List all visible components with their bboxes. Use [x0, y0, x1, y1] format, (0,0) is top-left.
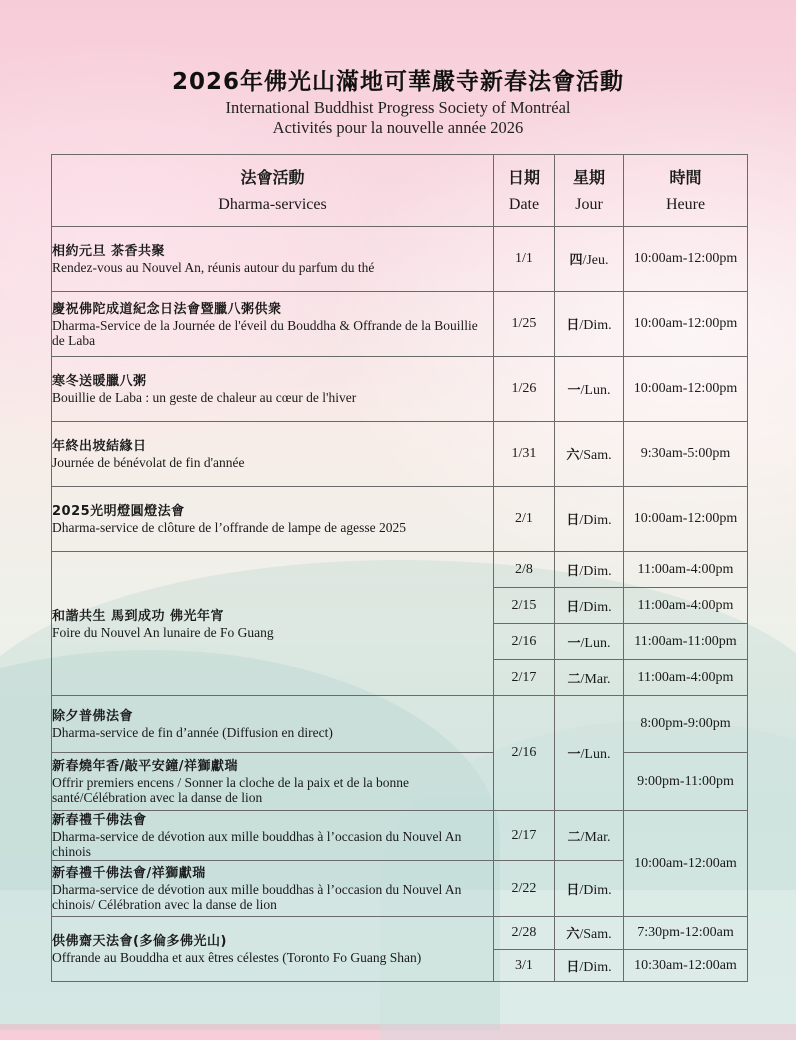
- day-fr: /Sam.: [579, 448, 612, 463]
- date-cell: 2/1: [494, 487, 555, 552]
- activity-cell: [52, 552, 494, 696]
- header-time-fr: Heure: [665, 195, 706, 213]
- date-cell: 2/8: [494, 552, 555, 588]
- day-fr: /Dim.: [579, 563, 612, 579]
- activity-name-fr: Bouillie de Laba : un geste de chaleur au cœur de l'hiver: [52, 390, 357, 405]
- day-cell: [555, 422, 624, 487]
- activity-name-zh: 相約元旦 茶香共聚: [52, 244, 166, 259]
- activity-name-fr: Offrande au Bouddha et aux êtres célestes (Toronto Fo Guang Shan): [52, 950, 422, 965]
- activity-cell: [52, 357, 494, 422]
- activity-cell: [52, 696, 494, 753]
- day-cell: [555, 950, 624, 982]
- header-activity-zh: 法會活動: [240, 167, 305, 187]
- activity-cell: [52, 487, 494, 552]
- date-cell: 1/26: [494, 357, 555, 422]
- day-zh: 一: [567, 635, 581, 651]
- activity-cell: [52, 811, 494, 861]
- time-cell: 10:00am-12:00pm: [624, 487, 748, 552]
- day-fr: /Dim.: [579, 599, 612, 615]
- header-date: [494, 155, 555, 227]
- time-cell: 10:30am-12:00am: [624, 950, 748, 982]
- day-zh: 一: [567, 383, 581, 398]
- day-cell: [555, 660, 624, 696]
- time-cell: 10:00am-12:00pm: [624, 227, 748, 292]
- day-fr: /Lun.: [580, 635, 611, 651]
- date-cell: 2/16: [494, 624, 555, 660]
- day-zh: 日: [566, 882, 580, 898]
- time-cell: 7:30pm-12:00am: [624, 917, 748, 950]
- activity-cell: [52, 292, 494, 357]
- header-activity-fr: Dharma-services: [218, 195, 327, 213]
- header-time-zh: 時間: [669, 167, 702, 187]
- day-zh: 二: [567, 671, 581, 687]
- activity-name-zh: 慶祝佛陀成道紀念日法會暨臘八粥供衆: [52, 301, 282, 317]
- activity-name-zh: 年終出坡結緣日: [52, 439, 147, 454]
- day-zh: 一: [567, 747, 581, 762]
- activity-name-zh: 除夕普佛法會: [52, 709, 134, 724]
- activity-name-fr: Rendez-vous au Nouvel An, réunis autour du parfum du thé: [52, 260, 375, 275]
- activity-name-fr: Dharma-service de dévotion aux mille bouddhas à l’occasion du Nouvel An chinois/ Célébration avec la danse de lion: [52, 882, 462, 912]
- date-cell: 1/1: [494, 227, 555, 292]
- day-fr: /Lun.: [580, 383, 611, 398]
- day-cell: [555, 357, 624, 422]
- activity-name-zh: 2025光明燈圓燈法會: [52, 504, 185, 519]
- activity-name-fr: Journée de bénévolat de fin d'année: [52, 455, 245, 470]
- table-row: [52, 227, 748, 292]
- page-header: [0, 66, 796, 138]
- day-zh: 六: [566, 927, 580, 942]
- date-cell: 2/17: [494, 660, 555, 696]
- table-row: [52, 357, 748, 422]
- day-cell: [555, 624, 624, 660]
- activity-name-fr: Dharma-service de dévotion aux mille bouddhas à l’occasion du Nouvel An chinois: [52, 829, 462, 859]
- day-fr: /Mar.: [580, 671, 611, 687]
- time-cell: 11:00am-4:00pm: [624, 660, 748, 696]
- day-cell: [555, 588, 624, 624]
- day-cell: [555, 487, 624, 552]
- table-header-row: [52, 155, 748, 227]
- day-fr: /Dim.: [579, 959, 612, 975]
- header-activity: [52, 155, 494, 227]
- day-zh: 日: [566, 513, 580, 528]
- activity-name-fr: Dharma-service de clôture de l’offrande de lampe de agesse 2025: [52, 520, 406, 535]
- time-cell: 11:00am-11:00pm: [624, 624, 748, 660]
- table-row: [52, 487, 748, 552]
- activity-name-fr: Dharma-service de fin d’année (Diffusion en direct): [52, 725, 333, 740]
- subtitle-organization: International Buddhist Progress Society of Montréal: [225, 98, 571, 117]
- time-cell: 11:00am-4:00pm: [624, 588, 748, 624]
- day-zh: 日: [566, 318, 580, 333]
- day-cell: [555, 552, 624, 588]
- table-row: [52, 753, 748, 811]
- page-title: 2026年佛光山滿地可華嚴寺新春法會活動: [171, 69, 624, 95]
- date-cell: 2/16: [494, 696, 555, 811]
- day-fr: /Mar.: [580, 829, 611, 845]
- activity-name-fr: Offrir premiers encens / Sonner la cloche de la paix et de la bonne santé/Célébration avec la danse de lion: [52, 775, 409, 805]
- day-fr: /Jeu.: [582, 253, 609, 268]
- activity-name-zh: 供佛齋天法會(多倫多佛光山): [52, 934, 227, 949]
- day-cell: [555, 292, 624, 357]
- day-cell: [555, 811, 624, 861]
- date-cell: 1/31: [494, 422, 555, 487]
- schedule-table: [51, 154, 748, 982]
- activity-cell: [52, 917, 494, 982]
- header-date-zh: 日期: [507, 167, 540, 187]
- activity-cell: [52, 422, 494, 487]
- time-cell: 9:00pm-11:00pm: [624, 753, 748, 811]
- time-cell: 11:00am-4:00pm: [624, 552, 748, 588]
- activity-name-zh: 和諧共生 馬到成功 佛光年宵: [52, 608, 225, 624]
- day-zh: 四: [569, 253, 583, 268]
- table-row: [52, 696, 748, 753]
- day-zh: 日: [566, 563, 580, 579]
- table-row: [52, 422, 748, 487]
- date-cell: 1/25: [494, 292, 555, 357]
- day-cell: [555, 861, 624, 917]
- activity-cell: [52, 861, 494, 917]
- activity-name-zh: 新春禮千佛法會/祥獅獻瑞: [52, 866, 206, 881]
- day-fr: /Dim.: [579, 882, 612, 898]
- day-zh: 日: [566, 599, 580, 615]
- activity-name-zh: 新春燒年香/敲平安鐘/祥獅獻瑞: [52, 759, 238, 774]
- header-day: [555, 155, 624, 227]
- time-cell: 9:30am-5:00pm: [624, 422, 748, 487]
- date-cell: 2/17: [494, 811, 555, 861]
- date-cell: 2/15: [494, 588, 555, 624]
- header-day-fr: Jour: [575, 195, 603, 213]
- date-cell: 2/22: [494, 861, 555, 917]
- activity-name-fr: Dharma-Service de la Journée de l'éveil du Bouddha & Offrande de la Bouillie de Laba: [52, 317, 478, 348]
- table-row: [52, 811, 748, 861]
- activity-name-zh: 寒冬送暖臘八粥: [52, 374, 147, 389]
- subtitle-activities: Activités pour la nouvelle année 2026: [272, 118, 524, 137]
- day-cell: [555, 227, 624, 292]
- table-row: [52, 552, 748, 588]
- day-zh: 六: [566, 448, 580, 463]
- activity-name-fr: Foire du Nouvel An lunaire de Fo Guang: [52, 624, 274, 640]
- table-row: [52, 917, 748, 950]
- time-cell: 10:00am-12:00am: [624, 811, 748, 917]
- activity-cell: [52, 227, 494, 292]
- date-cell: 2/28: [494, 917, 555, 950]
- header-time: [624, 155, 748, 227]
- table-row: [52, 292, 748, 357]
- day-zh: 日: [566, 959, 580, 975]
- header-day-zh: 星期: [572, 167, 605, 187]
- header-date-fr: Date: [508, 195, 540, 213]
- day-cell: [555, 917, 624, 950]
- day-zh: 二: [567, 829, 581, 845]
- time-cell: 10:00am-12:00pm: [624, 292, 748, 357]
- date-cell: 3/1: [494, 950, 555, 982]
- day-cell: [555, 696, 624, 811]
- time-cell: 8:00pm-9:00pm: [624, 696, 748, 753]
- activity-cell: [52, 753, 494, 811]
- activity-name-zh: 新春禮千佛法會: [52, 813, 147, 828]
- day-fr: /Dim.: [579, 318, 612, 333]
- day-fr: /Lun.: [580, 747, 611, 762]
- time-cell: 10:00am-12:00pm: [624, 357, 748, 422]
- day-fr: /Sam.: [579, 927, 612, 942]
- day-fr: /Dim.: [579, 513, 612, 528]
